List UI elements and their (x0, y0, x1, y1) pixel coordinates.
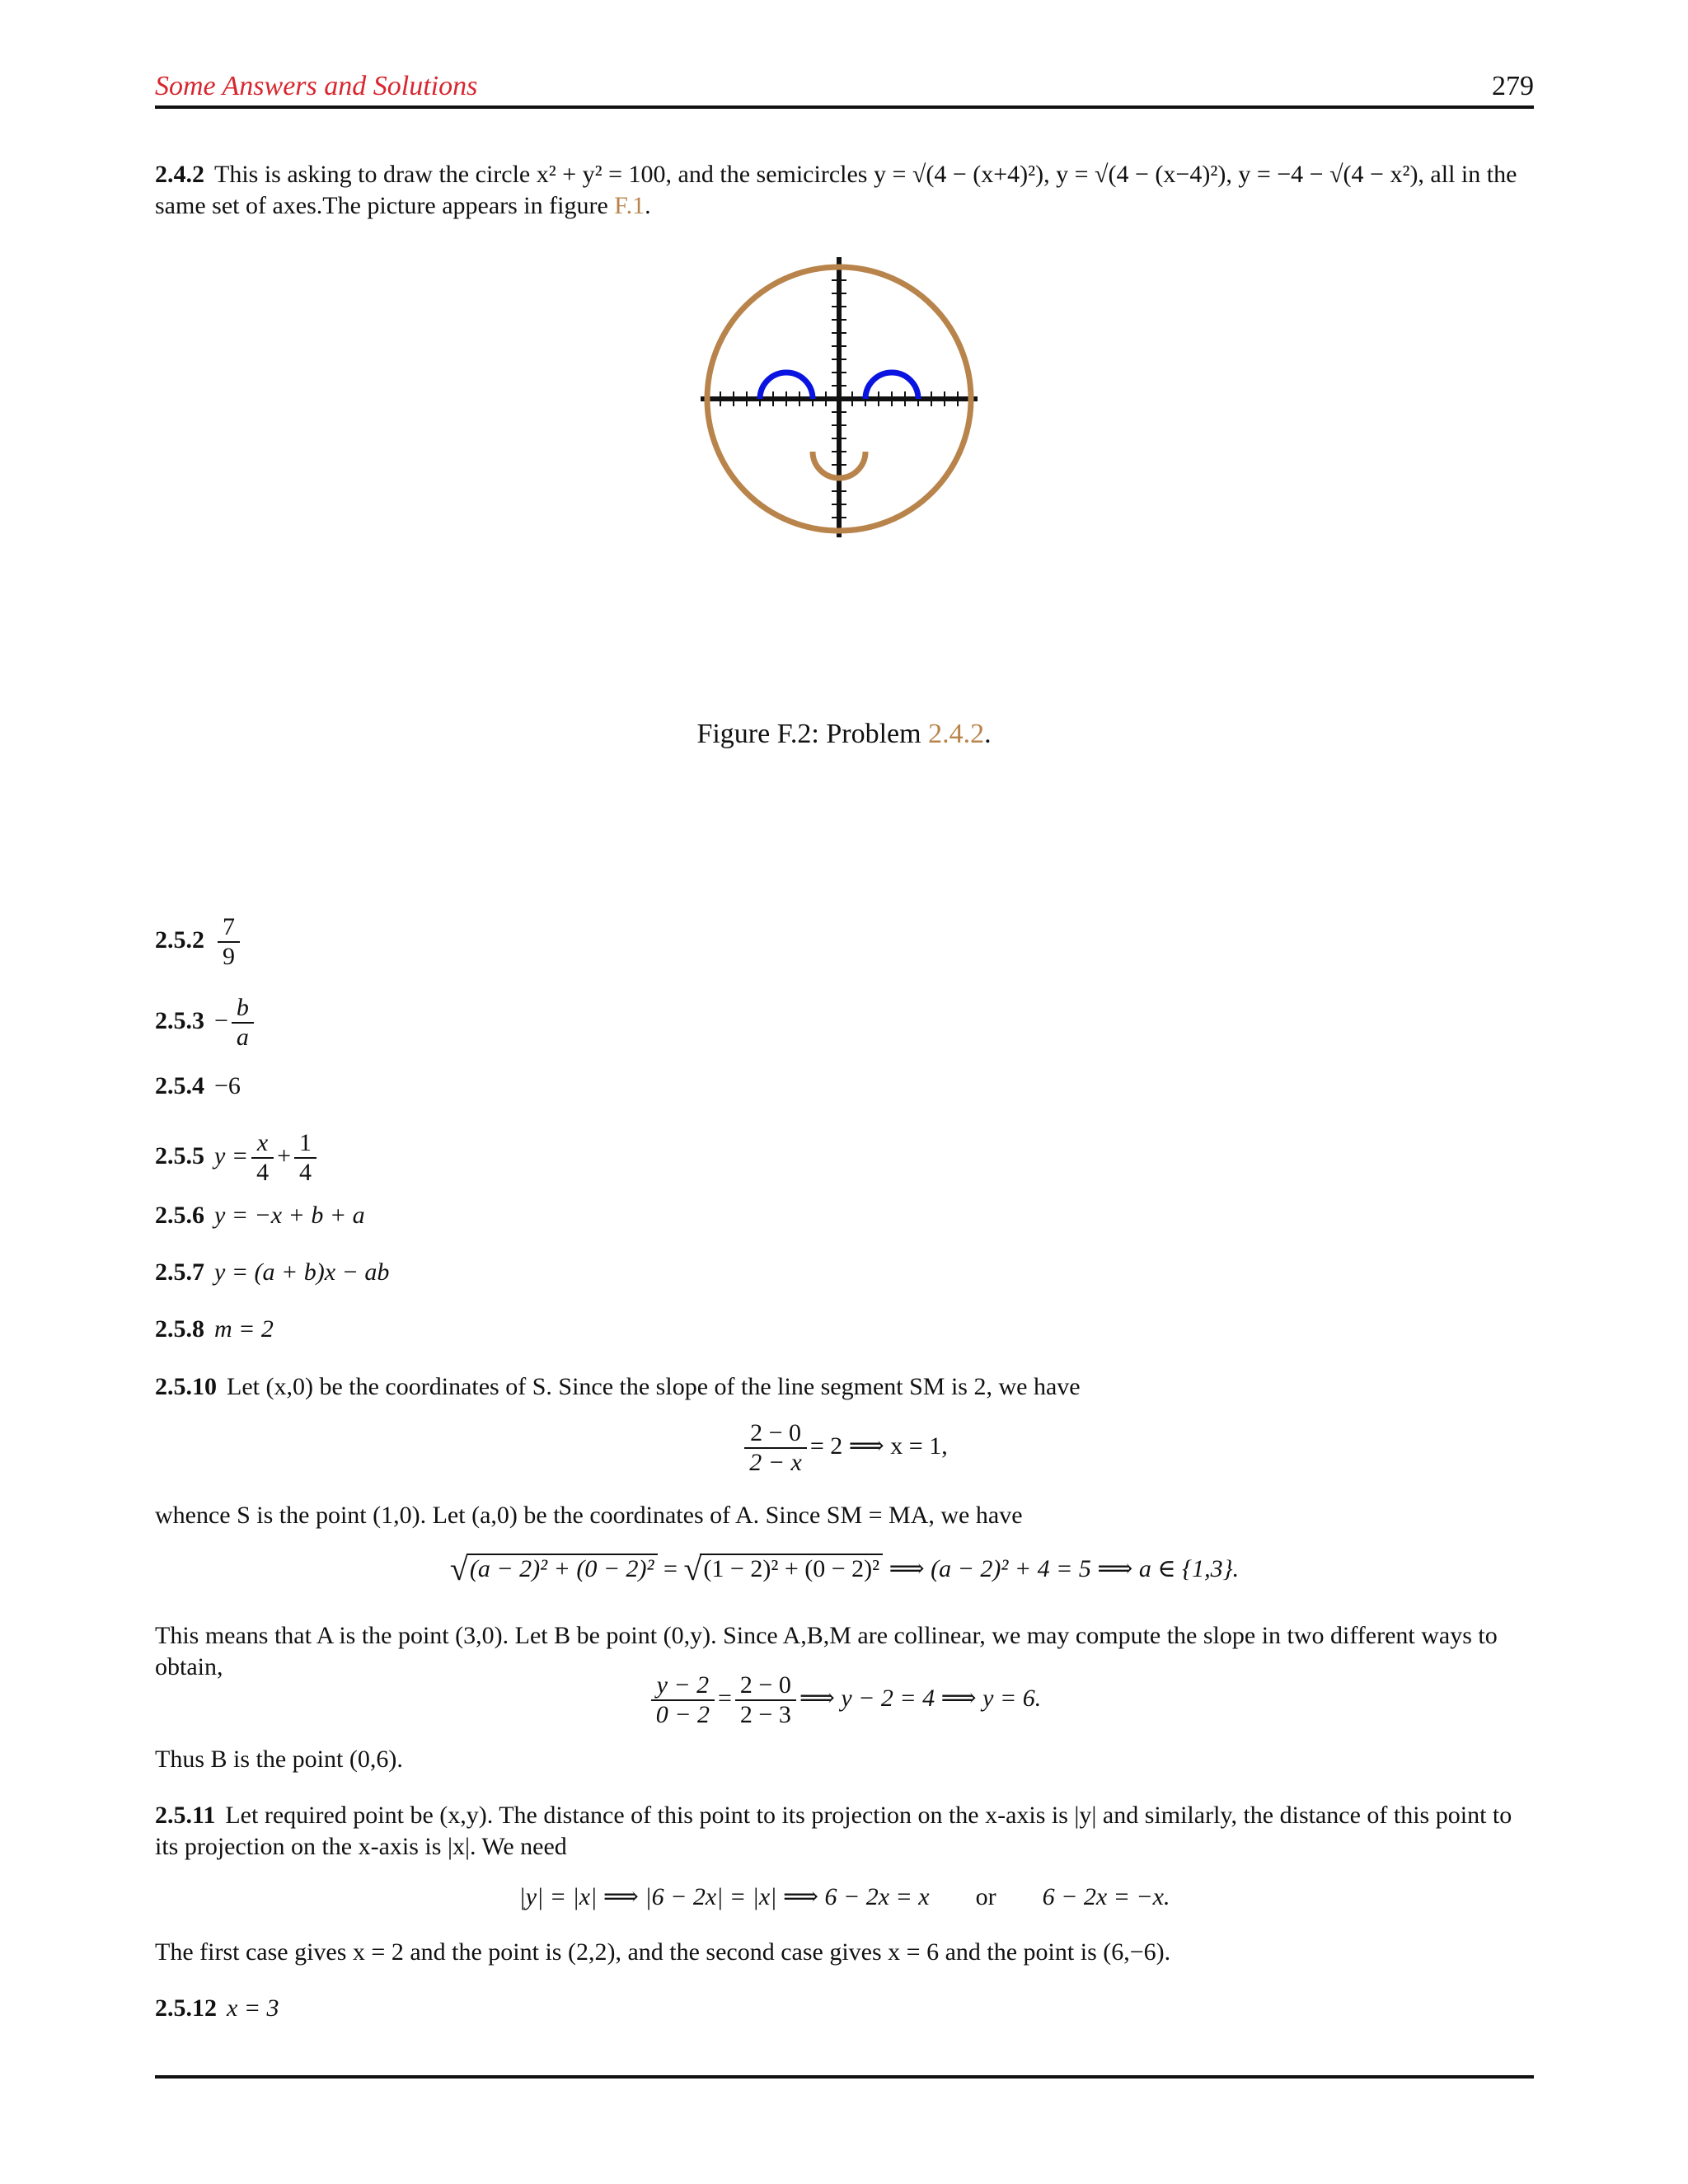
answer-2-5-4: 2.5.4 −6 (155, 1072, 241, 1099)
running-header-title: Some Answers and Solutions (155, 71, 478, 101)
answer-2-5-2: 2.5.2 $\frac{7}{9}$ (155, 913, 1534, 971)
equation-slope-sm: $\frac{2 - 0}{2 - x}$ = 2 ⟹ x = 1, (155, 1419, 1534, 1477)
problem-2-5-10-intro: 2.5.10 Let (x,0) be the coordinates of S. Since the slope of the line segment SM is 2, we have (155, 1373, 1081, 1400)
equation-collinear: $\frac{y - 2}{0 - 2}$ = $\frac{2 - 0}{2 - 3}$ ⟹ y − 2 = 4 ⟹ y = 6. (155, 1671, 1534, 1729)
problem-2-5-11-intro: 2.5.11 Let required point be (x,y). The distance of this point to its projection on the x-axis is |y| and similarly, the distance of this point to its projection on the x-axis is |x|. We need (155, 1802, 1512, 1860)
answer-2-5-7: 2.5.7 y = (a + b)x − ab (155, 1258, 390, 1286)
answer-2-5-6: 2.5.6 y = −x + b + a (155, 1202, 365, 1229)
problem-2-4-2: 2.4.2 This is asking to draw the circle x² + y² = 100, and the semicircles y = √(4 − (x+4)²), y = √(4 − (x−4)²), y = −4 − √(4 − x²), all in the same set of axes.The picture appears in figure F.1. (155, 161, 1517, 219)
page-number: 279 (1492, 71, 1534, 101)
figure-link[interactable]: F.1 (614, 192, 645, 219)
answer-2-5-3: 2.5.3 − $\frac{b}{a}$ (155, 994, 1534, 1052)
problem-2-5-11-conclusion: The first case gives x = 2 and the point is (2,2), and the second case gives x = 6 and the point is (6,−6). (155, 1938, 1171, 1966)
answer-2-5-12: 2.5.12 x = 3 (155, 1994, 279, 2022)
footer-rule (155, 2075, 1534, 2079)
fraction: $\frac{b}{a}$ (232, 994, 254, 1052)
problem-2-5-10-text2: whence S is the point (1,0). Let (a,0) be the coordinates of A. Since SM = MA, we have (155, 1502, 1023, 1529)
problem-label: 2.4.2 (155, 161, 204, 188)
problem-2-5-10-conclusion: Thus B is the point (0,6). (155, 1746, 403, 1773)
equation-absolute-values: |y| = |x| ⟹ |6 − 2x| = |x| ⟹ 6 − 2x = x or 6 − 2x = −x. (518, 1883, 1170, 1910)
figure-caption: Figure F.2: Problem 2.4.2. (696, 719, 992, 749)
problem-2-5-10-text3: This means that A is the point (3,0). Let B be point (0,y). Since A,B,M are collinear, we may compute the slope in two different ways to obtain, (155, 1622, 1498, 1680)
answer-2-5-5: 2.5.5 y = $\frac{x}{4}$ + $\frac{1}{4}$ (155, 1129, 1534, 1187)
problem-text: This is asking to draw the circle x² + y² = 100, and the semicircles y = √(4 − (x+4)²), y = √(4 − (x−4)²), y = −4 − √(4 − x²), all in the same set of axes.The picture appears in figure (155, 161, 1517, 219)
fraction: $\frac{7}{9}$ (218, 913, 240, 971)
caption-link[interactable]: 2.4.2 (928, 719, 985, 749)
answer-2-5-8: 2.5.8 m = 2 (155, 1315, 274, 1343)
equation-distance: √(a − 2)² + (0 − 2)² = √(1 − 2)² + (0 − 2)² ⟹ (a − 2)² + 4 = 5 ⟹ a ∈ {1,3}. (449, 1550, 1240, 1587)
